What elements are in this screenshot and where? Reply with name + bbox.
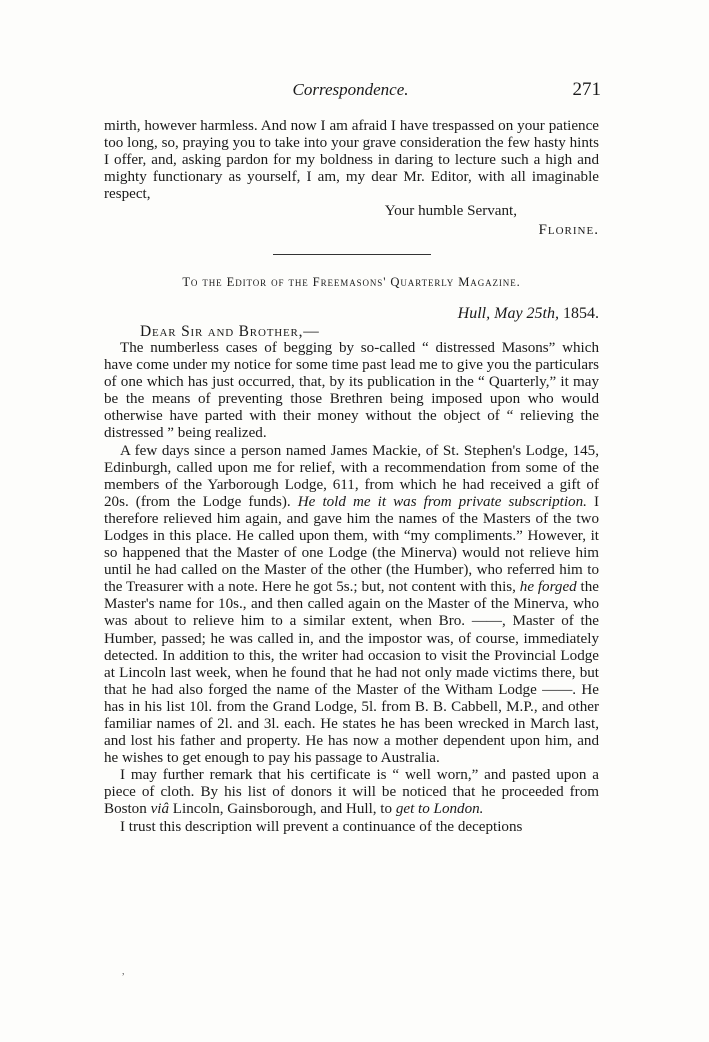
letter2-paragraph-4: I trust this description will prevent a continuance of the deceptions (120, 818, 523, 835)
letter2-paragraph-3 (104, 767, 599, 818)
letter2-salutation: Dear Sir and Brother,— (140, 322, 320, 340)
letter1-closing-paragraph: mirth, however harmless. And now I am afraid I have trespassed on your patience too long, so, praying you to take into your grave consideration the few hasty hints I offer, and, asking pardon for my boldness in daring to lecture such a high and mighty functionary as yourself, I am, my dear Mr. Editor, with all imaginable respect, (104, 118, 599, 203)
letter2-addressee: To the Editor of the Freemasons' Quarterly Magazine. (182, 274, 521, 289)
para3-text-a: I may further remark that his certificate is “ well worn,” and pasted upon a piece of cloth. By his list of donors it will be noticed that he proceeded from Boston (104, 767, 599, 818)
dateline-place: Hull, May 25th, (457, 304, 559, 322)
para2-text-a: A few days since a person named James Mackie, of St. Stephen's Lodge, 145, Edinburgh, called upon me for relief, with a recommendation from some of the members of the Yarborough Lodge, 611, from which he had received a gift of 20s. (from the Lodge funds). (104, 442, 599, 510)
page-number: 271 (572, 79, 601, 100)
letter1-sign-off: Your humble Servant, (384, 203, 517, 220)
letter2-paragraph-2 (104, 443, 599, 768)
para2-italic-private-subscription: He told me it was from private subscription. (297, 493, 587, 510)
running-header (100, 80, 601, 106)
para3-italic-get-to-london: get to London. (395, 801, 484, 818)
section-divider (273, 254, 431, 255)
margin-mark: , (122, 966, 125, 977)
letter2-dateline (104, 305, 599, 322)
letter2-paragraph-1: The numberless cases of begging by so-called “ distressed Masons” which have come under my notice for some time past lead me to give you the particulars of one which has just occurred, that, by its publication in the “ Quarterly,” it may be the means of preventing those Brethren being imposed upon who would otherwise have parted with their money without the object of “ relieving the distressed ” being realized. (104, 339, 599, 442)
para2-text-e: the Master's name for 10s., and then called again on the Master of the Minerva, who was about to relieve him to a similar extent, when Bro. ——, Master of the Humber, passed; he was called in, and the impostor was, of course, immediately detected. In addition to this, the writer had occasion to visit the Provincial Lodge at Lincoln last week, when he found that he had not only made victims there, but that he had also forged the name of the Master of the Witham Lodge ——. He has in his list 10l. from the Grand Lodge, 5l. from B. B. Cabbell, M.P., and other familiar names of 2l. and 3l. each. He states he has been wrecked in March last, and lost his father and property. He has now a mother dependent upon him, and he wishes to get enough to pay his passage to Australia. (104, 579, 599, 767)
page-body (104, 118, 599, 836)
running-title: Correspondence. (292, 80, 409, 99)
para2-italic-he-forged: he forged (519, 579, 577, 596)
para3-text-b: Lincoln, Gainsborough, and Hull, to (172, 801, 393, 818)
para2-text-c: I therefore relieved him again, and gave him the names of the Masters of the two Lodges in this place. He called upon them, with “my compliments.” However, it so happened that the Master of one Lodge (the Minerva) would not relieve him until he had called on the Master of the other (the Humber), who referred him to the Treasurer with a note. Here he got 5s.; but, not content with this, (104, 493, 600, 596)
dateline-year: 1854. (563, 304, 599, 322)
para3-italic-via: viâ (150, 801, 170, 818)
letter1-signature: Florine. (538, 221, 599, 238)
